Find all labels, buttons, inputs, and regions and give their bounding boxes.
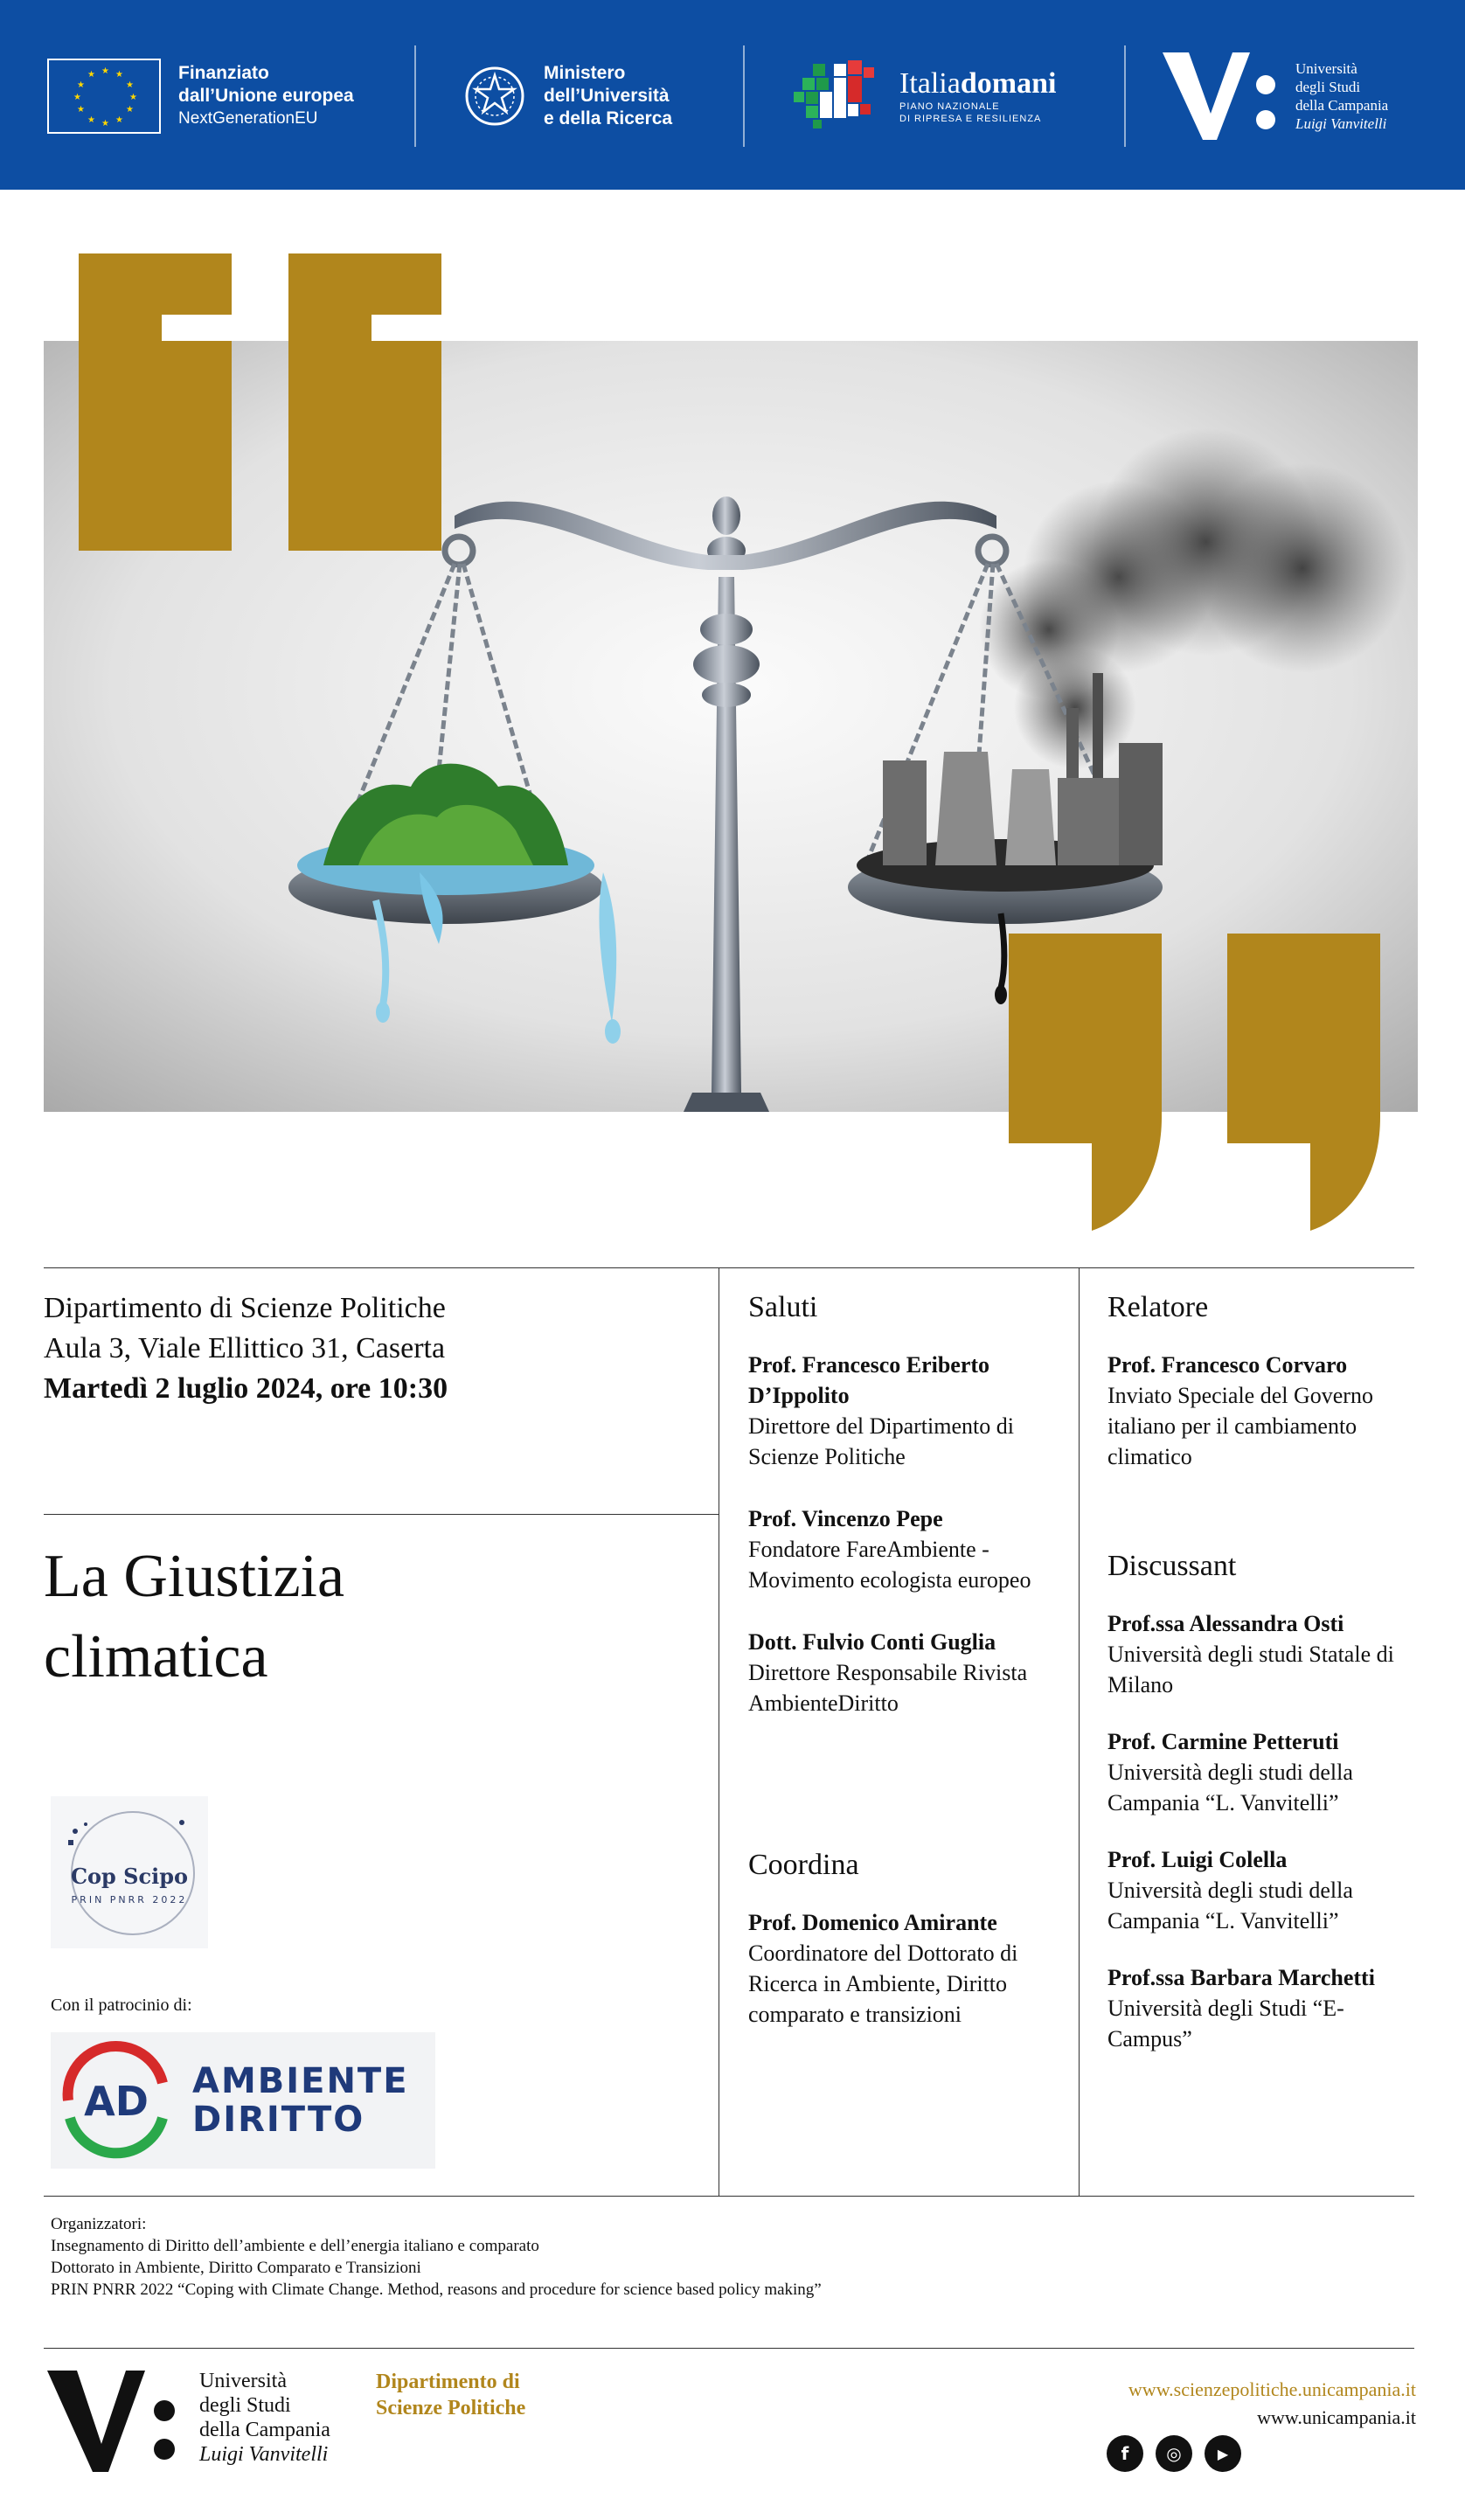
saluti-column xyxy=(748,1288,1063,1750)
footer-uni-line3: della Campania xyxy=(199,2419,330,2441)
footer-links xyxy=(1128,2376,1416,2432)
header-divider xyxy=(414,45,416,147)
relatore-block xyxy=(1107,1288,1413,1472)
footer-dept-line1: Dipartimento di xyxy=(376,2371,520,2393)
discussant-name: Prof.ssa Alessandra Osti xyxy=(1107,1611,1344,1636)
ambientediritto-logo xyxy=(51,2032,435,2169)
footer-university xyxy=(199,2369,330,2467)
saluti-heading: Saluti xyxy=(748,1291,818,1323)
coordina-role: Coordinatore del Dottorato di Ricerca in Ambiente, Diritto comparato e transizioni xyxy=(748,1940,1018,2027)
mur-line1: Ministero xyxy=(544,63,626,83)
organizer-line: PRIN PNRR 2022 “Coping with Climate Change. Method, reasons and procedure for science based policy making” xyxy=(51,2280,822,2299)
ministry-logo xyxy=(463,44,672,149)
copscipo-sub: PRIN PNRR 2022 xyxy=(71,1894,188,1906)
university-logo-header xyxy=(1163,44,1388,149)
header-divider xyxy=(743,45,745,147)
event-title-line1: La Giustizia xyxy=(44,1543,345,1610)
saluti-entry xyxy=(748,1350,1063,1472)
footer-uni-line1: Università xyxy=(199,2370,287,2392)
organizer-line: Insegnamento di Diritto dell’ambiente e dell’energia italiano e comparato xyxy=(51,2237,539,2255)
domani-word: domani xyxy=(960,67,1057,100)
grid-vline-2 xyxy=(1079,1267,1080,2196)
discussant-role: Università degli studi della Campania “L. Vanvitelli” xyxy=(1107,1878,1353,1933)
venue-department: Dipartimento di Scienze Politiche xyxy=(44,1292,446,1324)
ad-word1: AMBIENTE xyxy=(192,2061,409,2101)
header-band xyxy=(0,0,1465,190)
italiadomani-sub1: PIANO NAZIONALE xyxy=(899,101,1000,112)
copscipo-name: Cop Scipo xyxy=(70,1864,189,1889)
ad-word2: DIRITTO xyxy=(192,2100,365,2140)
saluti-role: Direttore Responsabile Rivista AmbienteDiritto xyxy=(748,1660,1028,1716)
venue-block xyxy=(44,1288,708,1409)
discussant-role: Università degli studi Statale di Milano xyxy=(1107,1642,1394,1697)
coordina-name: Prof. Domenico Amirante xyxy=(748,1910,997,1935)
header-divider xyxy=(1124,45,1126,147)
organizers-label: Organizzatori: xyxy=(51,2215,147,2233)
open-quote-mark xyxy=(79,253,446,551)
footer-top-line xyxy=(44,2348,1414,2349)
grid-bottom-line xyxy=(44,2196,1414,2197)
eu-flag-icon: ★ ★ ★ ★ ★ ★ ★ ★ ★ ★ ★ ★ xyxy=(47,59,161,134)
instagram-icon[interactable]: ◎ xyxy=(1156,2435,1192,2472)
saluti-name: Prof. Francesco Eriberto D’Ippolito xyxy=(748,1352,990,1408)
coordina-block xyxy=(748,1846,1063,2030)
close-quote-mark xyxy=(1009,934,1385,1231)
organizers-block xyxy=(51,2213,822,2301)
discussant-entry xyxy=(1107,1608,1413,1700)
grid-left-line xyxy=(44,1514,719,1515)
uni-header-line2: degli Studi xyxy=(1295,79,1361,95)
discussant-name: Prof.ssa Barbara Marchetti xyxy=(1107,1965,1375,1990)
relatore-heading: Relatore xyxy=(1107,1291,1209,1323)
grid-top-line xyxy=(44,1267,1414,1268)
saluti-role: Direttore del Dipartimento di Scienze Politiche xyxy=(748,1413,1014,1469)
footer-uni-line4: Luigi Vanvitelli xyxy=(199,2443,329,2466)
discussant-name: Prof. Luigi Colella xyxy=(1107,1847,1288,1872)
ambientediritto-mark-icon xyxy=(51,2035,182,2166)
saluti-name: Prof. Vincenzo Pepe xyxy=(748,1506,943,1531)
youtube-icon[interactable]: ▶ xyxy=(1205,2435,1241,2472)
discussant-name: Prof. Carmine Petteruti xyxy=(1107,1729,1339,1754)
discussant-column xyxy=(1107,1547,1413,2054)
event-title-line2: climatica xyxy=(44,1623,268,1690)
event-date: Martedì 2 luglio 2024, ore 10:30 xyxy=(44,1372,448,1405)
italiadomani-pixel-icon xyxy=(787,55,887,138)
italiadomani-title xyxy=(899,67,1056,101)
saluti-role: Fondatore FareAmbiente - Movimento ecologista europeo xyxy=(748,1537,1031,1593)
discussant-role: Università degli Studi “E-Campus” xyxy=(1107,1996,1344,2051)
copscipo-logo xyxy=(51,1796,208,1948)
uni-header-line3: della Campania xyxy=(1295,97,1389,114)
relatore-name: Prof. Francesco Corvaro xyxy=(1107,1352,1348,1378)
university-website-link[interactable]: www.unicampania.it xyxy=(1257,2406,1416,2428)
saluti-entry xyxy=(748,1503,1063,1595)
footer-department xyxy=(376,2369,525,2421)
saluti-name: Dott. Fulvio Conti Guglia xyxy=(748,1629,996,1655)
department-website-link[interactable]: www.scienzepolitiche.unicampania.it xyxy=(1128,2378,1416,2400)
ad-mark-text: AD xyxy=(84,2078,149,2125)
saluti-entry xyxy=(748,1627,1063,1718)
organizer-line: Dottorato in Ambiente, Diritto Comparato e Transizioni xyxy=(51,2259,421,2277)
discussant-entry xyxy=(1107,1844,1413,1936)
eu-funding-logo xyxy=(47,44,354,149)
discussant-heading: Discussant xyxy=(1107,1550,1237,1582)
italian-emblem-icon xyxy=(463,59,526,133)
event-title xyxy=(44,1537,708,1697)
patrocinio-label: Con il patrocinio di: xyxy=(51,1996,192,2015)
uni-header-line1: Università xyxy=(1295,60,1357,77)
footer-dept-line2: Scienze Politiche xyxy=(376,2397,526,2419)
social-icons xyxy=(1107,2435,1241,2472)
vanvitelli-v-icon xyxy=(1163,48,1276,144)
uni-header-line4: Luigi Vanvitelli xyxy=(1295,115,1387,132)
discussant-role: Università degli studi della Campania “L. Vanvitelli” xyxy=(1107,1760,1353,1815)
italia-word: Italia xyxy=(899,67,961,100)
italiadomani-sub2: DI RIPRESA E RESILIENZA xyxy=(899,114,1042,124)
mur-line2: dell’Università xyxy=(544,86,670,106)
coordina-heading: Coordina xyxy=(748,1849,859,1881)
venue-address: Aula 3, Viale Ellittico 31, Caserta xyxy=(44,1332,446,1364)
discussant-entry xyxy=(1107,1962,1413,2054)
vanvitelli-v-footer-icon xyxy=(47,2369,178,2474)
facebook-icon[interactable]: f xyxy=(1107,2435,1143,2472)
eu-line1: Finanziato xyxy=(178,63,269,83)
relatore-role: Inviato Speciale del Governo italiano per il cambiamento climatico xyxy=(1107,1383,1373,1469)
eu-line2: dall’Unione europea xyxy=(178,86,354,106)
eu-line3: NextGenerationEU xyxy=(178,109,318,128)
discussant-entry xyxy=(1107,1726,1413,1818)
footer-uni-line2: degli Studi xyxy=(199,2394,291,2417)
mur-line3: e della Ricerca xyxy=(544,108,673,128)
italiadomani-logo xyxy=(787,44,1056,149)
